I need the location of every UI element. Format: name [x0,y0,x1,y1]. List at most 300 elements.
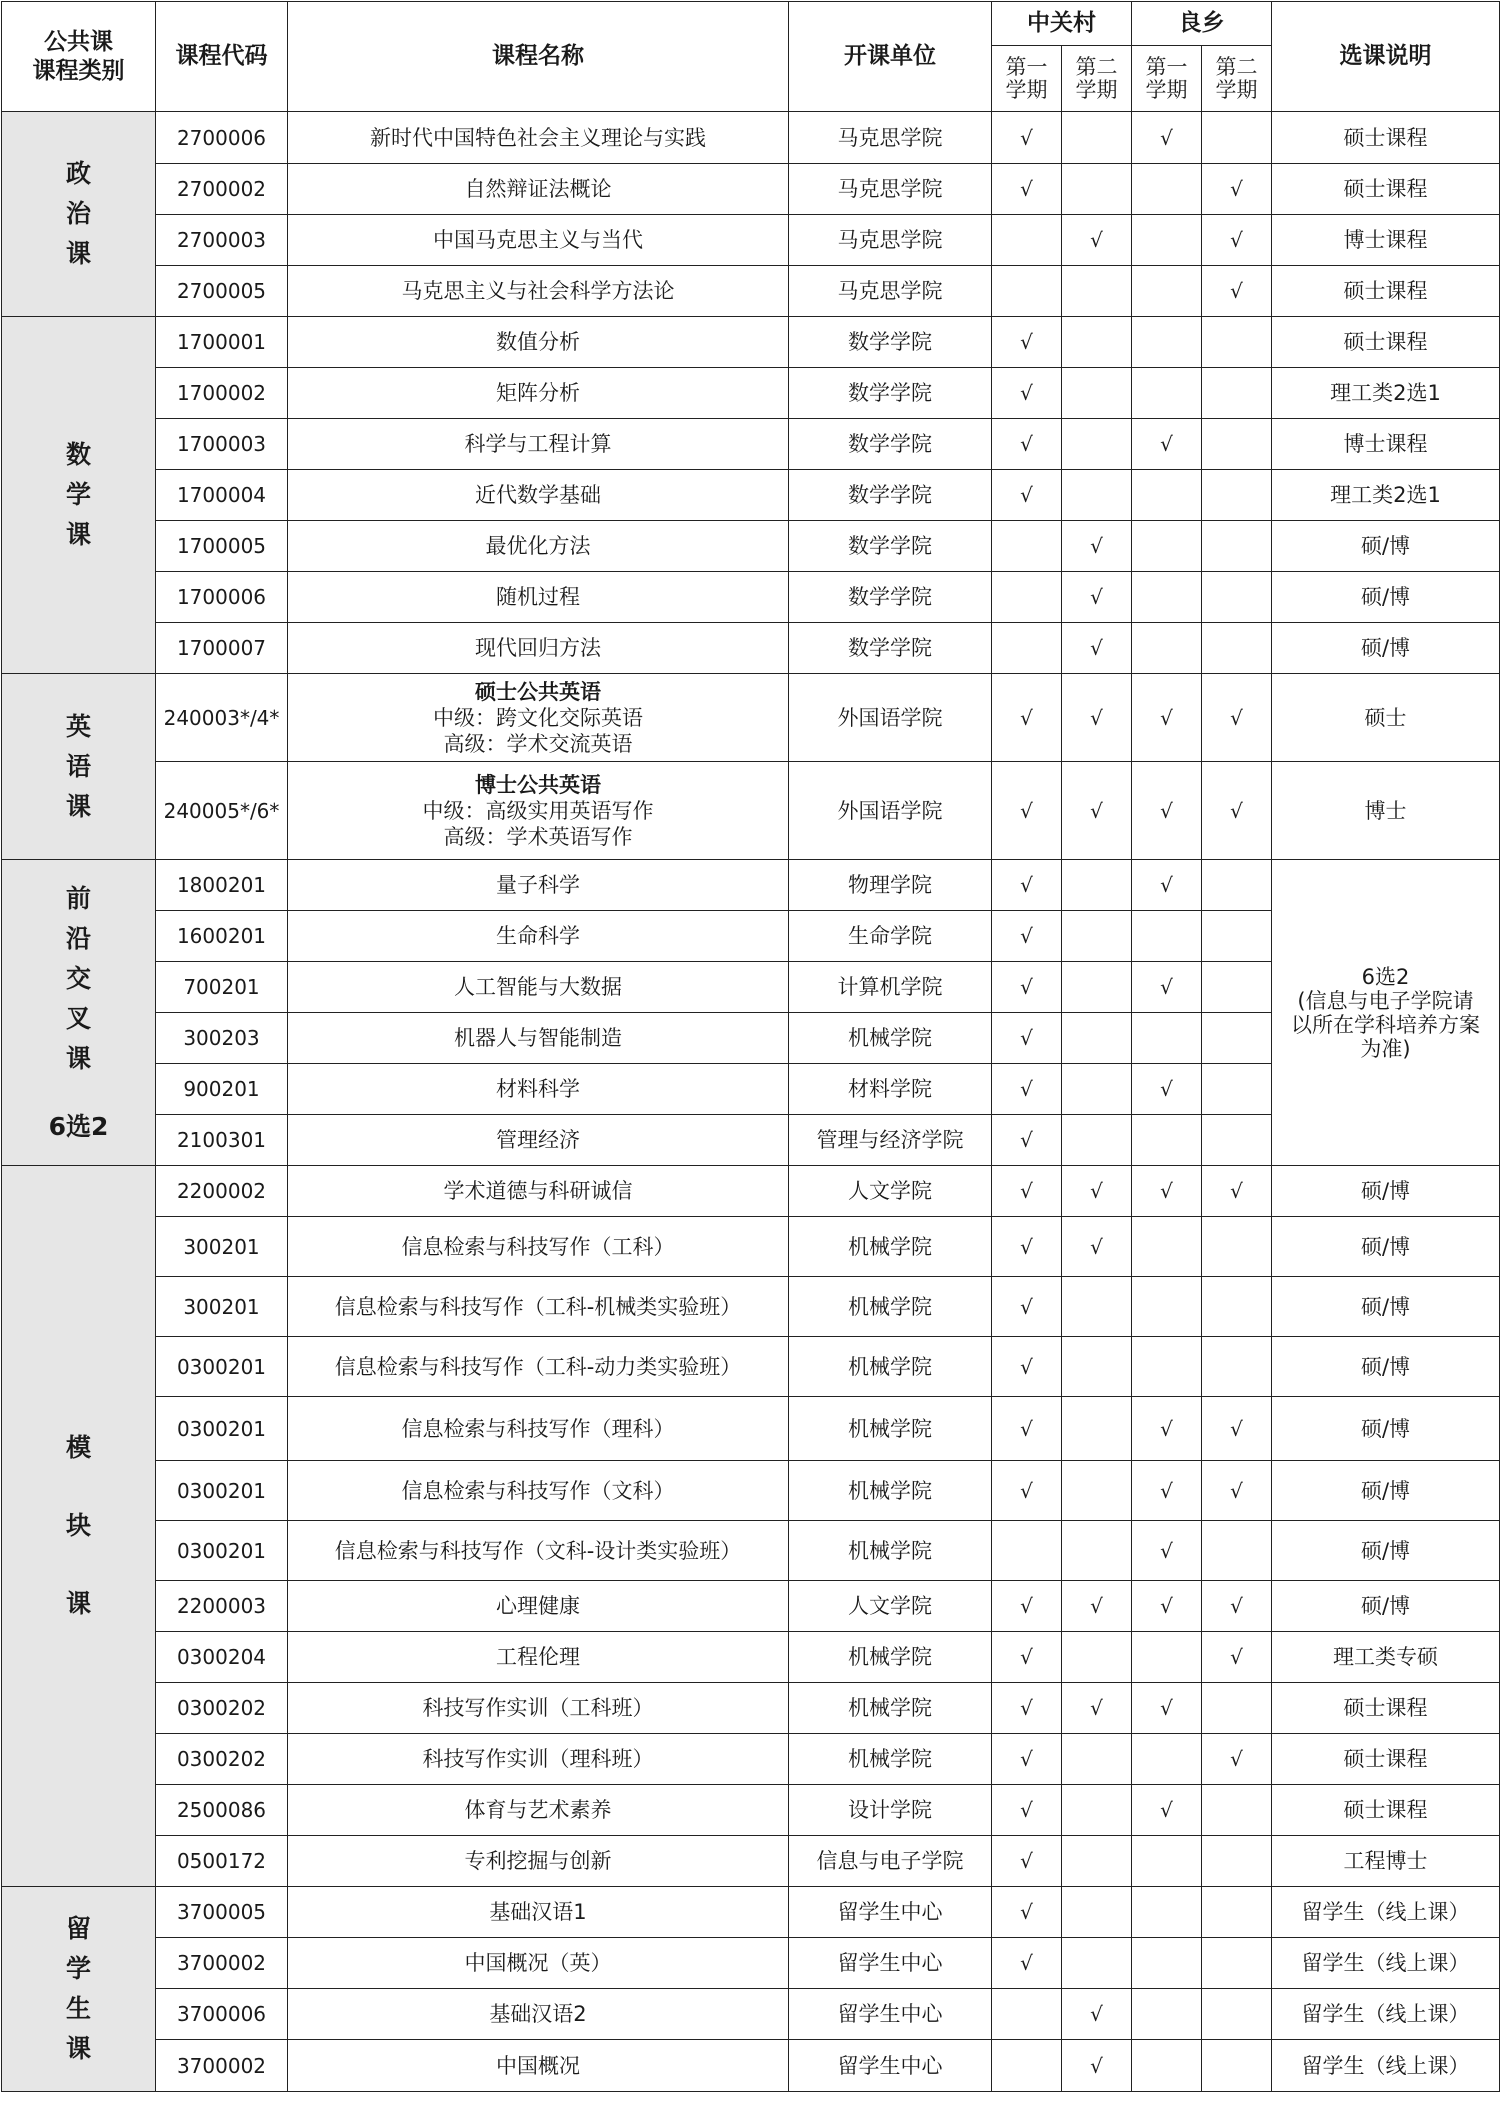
course-unit-cell: 数学学院 [789,521,992,572]
term-mark-lx1 [1132,1989,1202,2040]
course-code-cell: 2700006 [156,112,288,164]
unit-header: 开课单位 [789,2,992,112]
course-name-cell: 近代数学基础 [288,470,789,521]
term-mark-zgc2 [1062,1632,1132,1683]
course-name-cell: 马克思主义与社会科学方法论 [288,266,789,317]
table-row [2,1938,1500,1989]
table-row [2,623,1500,674]
term-mark-zgc2 [1062,1461,1132,1521]
term-mark-zgc2 [1062,911,1132,962]
term-mark-lx2: √ [1202,1734,1272,1785]
table-row [2,1683,1500,1734]
course-name-cell: 生命科学 [288,911,789,962]
course-note-cell: 理工类专硕 [1272,1632,1500,1683]
table-row [2,1521,1500,1581]
course-unit-cell: 机械学院 [789,1277,992,1337]
term-mark-lx1 [1132,1217,1202,1277]
term-mark-lx1 [1132,368,1202,419]
term-mark-zgc1: √ [992,368,1062,419]
course-name-cell: 机器人与智能制造 [288,1013,789,1064]
term-mark-lx2 [1202,962,1272,1013]
category-char: 块 [65,1511,91,1540]
course-name-cell: 人工智能与大数据 [288,962,789,1013]
zgc-term2-header [1062,46,1132,112]
course-table-sheet [1,1,1499,2111]
term-mark-zgc2 [1062,860,1132,911]
course-note-cell: 硕/博 [1272,1166,1500,1217]
term-mark-lx2: √ [1202,215,1272,266]
course-code-cell: 1700003 [156,419,288,470]
term-mark-lx2 [1202,419,1272,470]
term-mark-zgc2 [1062,1785,1132,1836]
term-mark-zgc1: √ [992,1064,1062,1115]
category-char: 学 [65,480,91,509]
course-note-cell: 硕士课程 [1272,1785,1500,1836]
term-mark-lx1: √ [1132,762,1202,860]
term-mark-lx2 [1202,572,1272,623]
term-mark-zgc1: √ [992,1397,1062,1461]
term-mark-lx1: √ [1132,112,1202,164]
category-char: 前 [65,883,91,913]
category-header-line-1: 公共课 [44,28,113,55]
course-note-cell: 留学生（线上课） [1272,1938,1500,1989]
course-note-cell: 硕/博 [1272,572,1500,623]
course-name-cell: 材料科学 [288,1064,789,1115]
course-unit-cell: 留学生中心 [789,1989,992,2040]
term-mark-zgc1: √ [992,860,1062,911]
category-char: 学 [65,1954,91,1983]
term-mark-zgc2 [1062,164,1132,215]
term-mark-zgc1: √ [992,962,1062,1013]
course-note-cell: 硕/博 [1272,1217,1500,1277]
category-module [2,1166,156,1887]
course-code-cell: 0300202 [156,1734,288,1785]
course-unit-cell: 机械学院 [789,1337,992,1397]
course-note-cell: 硕士课程 [1272,266,1500,317]
term-mark-zgc2: √ [1062,215,1132,266]
course-note-cell: 硕士 [1272,674,1500,762]
category-char: 叉 [65,1003,91,1033]
term-mark-lx1 [1132,1115,1202,1166]
course-code-cell: 2700002 [156,164,288,215]
course-code-cell: 0300204 [156,1632,288,1683]
course-note-cell: 工程博士 [1272,1836,1500,1887]
term-mark-zgc1: √ [992,762,1062,860]
table-row [2,1836,1500,1887]
table-row [2,1337,1500,1397]
course-note-cell: 硕/博 [1272,1461,1500,1521]
term-mark-zgc2: √ [1062,1683,1132,1734]
term-mark-zgc1: √ [992,1632,1062,1683]
category-char: 语 [65,751,91,781]
term-label: 第二 [1075,54,1118,79]
course-name-cell: 管理经济 [288,1115,789,1166]
term-mark-lx2 [1202,1887,1272,1938]
table-row [2,317,1500,368]
course-name-cell: 自然辩证法概论 [288,164,789,215]
category-char: 课 [65,791,91,821]
course-code-cell: 1700005 [156,521,288,572]
term-mark-lx1 [1132,1836,1202,1887]
table-row [2,1734,1500,1785]
term-mark-lx2 [1202,1115,1272,1166]
term-label: 学期 [1145,77,1188,102]
term-mark-lx1 [1132,572,1202,623]
category-choice-label: 6选2 [48,1111,109,1141]
term-mark-zgc1: √ [992,1217,1062,1277]
term-mark-lx2: √ [1202,1166,1272,1217]
term-mark-lx2 [1202,1064,1272,1115]
course-note-cell: 硕/博 [1272,1581,1500,1632]
term-mark-lx1 [1132,911,1202,962]
course-unit-cell: 管理与经济学院 [789,1115,992,1166]
name-header: 课程名称 [288,2,789,112]
course-unit-cell: 马克思学院 [789,112,992,164]
term-mark-zgc1: √ [992,317,1062,368]
course-unit-cell: 机械学院 [789,1734,992,1785]
table-row [2,215,1500,266]
table-row [2,1989,1500,2040]
term-mark-lx2 [1202,860,1272,911]
term-mark-zgc2: √ [1062,1166,1132,1217]
course-name-cell: 信息检索与科技写作（工科-动力类实验班） [288,1337,789,1397]
category-char: 课 [65,2034,91,2063]
course-code-cell: 3700002 [156,2040,288,2092]
course-note-cell: 硕/博 [1272,623,1500,674]
term-mark-zgc1: √ [992,470,1062,521]
term-mark-lx1 [1132,1887,1202,1938]
code-header: 课程代码 [156,2,288,112]
term-mark-lx2 [1202,623,1272,674]
term-mark-zgc2 [1062,317,1132,368]
course-note-cell: 硕/博 [1272,1397,1500,1461]
course-name-cell: 工程伦理 [288,1632,789,1683]
term-mark-lx2: √ [1202,266,1272,317]
category-char: 课 [65,1043,91,1073]
course-code-cell: 1700006 [156,572,288,623]
term-mark-lx1 [1132,164,1202,215]
term-mark-zgc1: √ [992,1887,1062,1938]
course-unit-cell: 留学生中心 [789,1938,992,1989]
course-name-cell: 基础汉语2 [288,1989,789,2040]
term-mark-zgc1 [992,521,1062,572]
term-mark-zgc1: √ [992,1683,1062,1734]
course-code-cell: 1600201 [156,911,288,962]
term-mark-zgc1 [992,572,1062,623]
term-mark-zgc1: √ [992,1785,1062,1836]
term-mark-lx2 [1202,2040,1272,2092]
course-note-cell: 理工类2选1 [1272,470,1500,521]
table-row [2,1461,1500,1521]
course-name-cell: 科技写作实训（工科班） [288,1683,789,1734]
course-unit-cell: 人文学院 [789,1166,992,1217]
course-name-cell: 随机过程 [288,572,789,623]
term-mark-lx1 [1132,470,1202,521]
term-mark-lx1: √ [1132,1581,1202,1632]
course-code-cell: 300203 [156,1013,288,1064]
course-code-cell: 240003*/4* [156,674,288,762]
term-mark-zgc2: √ [1062,674,1132,762]
course-name-cell: 中国概况 [288,2040,789,2092]
course-code-cell: 0300201 [156,1521,288,1581]
course-unit-cell: 马克思学院 [789,215,992,266]
course-code-cell: 1700004 [156,470,288,521]
term-mark-lx2: √ [1202,1581,1272,1632]
term-mark-zgc1: √ [992,112,1062,164]
term-mark-zgc1: √ [992,1277,1062,1337]
term-mark-lx2 [1202,1938,1272,1989]
course-note-cell: 硕士课程 [1272,317,1500,368]
course-unit-cell: 机械学院 [789,1013,992,1064]
term-mark-zgc1: √ [992,1013,1062,1064]
table-row [2,762,1500,860]
term-mark-lx1 [1132,1013,1202,1064]
table-row [2,470,1500,521]
term-mark-zgc2 [1062,368,1132,419]
term-mark-zgc2 [1062,419,1132,470]
term-mark-lx2 [1202,470,1272,521]
course-note-cell: 博士 [1272,762,1500,860]
note-header: 选课说明 [1272,2,1500,112]
course-name-cell: 最优化方法 [288,521,789,572]
category-char: 课 [65,1589,91,1618]
course-unit-cell: 人文学院 [789,1581,992,1632]
term-mark-zgc2: √ [1062,572,1132,623]
course-note-cell: 硕/博 [1272,521,1500,572]
course-name-cell: 体育与艺术素养 [288,1785,789,1836]
term-mark-lx1: √ [1132,1397,1202,1461]
term-mark-zgc2: √ [1062,1217,1132,1277]
term-mark-zgc2: √ [1062,1581,1132,1632]
course-name-cell: 信息检索与科技写作（文科-设计类实验班） [288,1521,789,1581]
term-label: 第一 [1005,54,1048,79]
course-code-cell: 3700006 [156,1989,288,2040]
course-note-cell: 留学生（线上课） [1272,1989,1500,2040]
course-code-cell: 1700001 [156,317,288,368]
course-name-cell: 科学与工程计算 [288,419,789,470]
table-row [2,1397,1500,1461]
category-gap [2,1079,155,1107]
frontier-note-line: (信息与电子学院请 [1297,988,1474,1013]
category-header-line-2: 课程类别 [32,57,125,84]
category-intl [2,1887,156,2092]
term-mark-zgc1 [992,215,1062,266]
lx-term1-header [1132,46,1202,112]
category-char: 治 [65,199,91,228]
term-mark-lx2 [1202,1683,1272,1734]
term-mark-lx1 [1132,1632,1202,1683]
term-mark-lx2: √ [1202,674,1272,762]
course-name-cell: 学术道德与科研诚信 [288,1166,789,1217]
term-mark-zgc1: √ [992,1836,1062,1887]
term-mark-lx2: √ [1202,1397,1272,1461]
course-name-cell [288,762,789,860]
category-char: 交 [65,963,91,993]
frontier-note-line: 为准) [1360,1036,1411,1061]
category-char: 沿 [65,923,91,953]
term-mark-lx1 [1132,1337,1202,1397]
course-code-cell: 3700005 [156,1887,288,1938]
course-level-line: 中级：高级实用英语写作 [422,798,654,823]
term-mark-lx2 [1202,1013,1272,1064]
term-mark-lx1: √ [1132,1461,1202,1521]
course-level-line: 中级：跨文化交际英语 [433,705,643,730]
category-english [2,674,156,860]
table-row [2,2040,1500,2092]
term-mark-zgc2: √ [1062,623,1132,674]
course-table [1,1,1500,2092]
term-mark-zgc2 [1062,1836,1132,1887]
course-unit-cell: 机械学院 [789,1632,992,1683]
course-code-cell: 700201 [156,962,288,1013]
category-math [2,317,156,674]
term-mark-zgc1: √ [992,1115,1062,1166]
term-mark-zgc2 [1062,1013,1132,1064]
term-mark-zgc2 [1062,1115,1132,1166]
category-char: 课 [65,520,91,549]
category-frontier [2,860,156,1166]
table-body [2,112,1500,2092]
table-row [2,1785,1500,1836]
course-code-cell: 2100301 [156,1115,288,1166]
term-mark-zgc2: √ [1062,1989,1132,2040]
term-mark-lx2 [1202,1785,1272,1836]
course-unit-cell: 留学生中心 [789,2040,992,2092]
term-label: 第二 [1215,54,1258,79]
category-char: 生 [65,1994,91,2023]
table-row [2,1217,1500,1277]
term-mark-lx1: √ [1132,1166,1202,1217]
course-note-cell: 硕/博 [1272,1277,1500,1337]
term-mark-zgc1: √ [992,1461,1062,1521]
course-unit-cell: 马克思学院 [789,266,992,317]
course-name-cell: 矩阵分析 [288,368,789,419]
table-row [2,860,1500,911]
course-unit-cell: 生命学院 [789,911,992,962]
course-note-cell: 硕/博 [1272,1521,1500,1581]
course-title: 博士公共英语 [475,772,601,797]
term-mark-lx2: √ [1202,164,1272,215]
term-mark-lx2: √ [1202,1632,1272,1683]
table-row [2,674,1500,762]
term-mark-lx1: √ [1132,674,1202,762]
term-mark-zgc2 [1062,1938,1132,1989]
term-label: 第一 [1145,54,1188,79]
table-row [2,266,1500,317]
course-note-cell: 理工类2选1 [1272,368,1500,419]
term-mark-lx2 [1202,1217,1272,1277]
course-note-cell: 硕士课程 [1272,1734,1500,1785]
term-mark-zgc2 [1062,266,1132,317]
table-row [2,164,1500,215]
course-note-cell: 留学生（线上课） [1272,1887,1500,1938]
term-mark-zgc1 [992,2040,1062,2092]
course-code-cell: 2200003 [156,1581,288,1632]
course-note-cell: 硕士课程 [1272,1683,1500,1734]
course-unit-cell: 数学学院 [789,470,992,521]
term-mark-zgc2: √ [1062,762,1132,860]
term-mark-zgc2: √ [1062,2040,1132,2092]
term-mark-zgc2 [1062,1521,1132,1581]
category-header [2,2,156,112]
course-name-cell: 量子科学 [288,860,789,911]
course-code-cell: 300201 [156,1277,288,1337]
term-mark-lx1 [1132,317,1202,368]
course-name-cell: 信息检索与科技写作（文科） [288,1461,789,1521]
term-mark-lx2 [1202,1277,1272,1337]
course-unit-cell: 机械学院 [789,1217,992,1277]
course-code-cell: 3700002 [156,1938,288,1989]
course-unit-cell: 机械学院 [789,1461,992,1521]
table-row [2,1632,1500,1683]
term-mark-lx2 [1202,1836,1272,1887]
course-note-cell: 留学生（线上课） [1272,2040,1500,2092]
frontier-note-cell [1272,860,1500,1166]
course-unit-cell: 外国语学院 [789,762,992,860]
course-name-cell: 心理健康 [288,1581,789,1632]
term-mark-lx1 [1132,623,1202,674]
table-row [2,572,1500,623]
course-unit-cell: 机械学院 [789,1521,992,1581]
course-unit-cell: 数学学院 [789,317,992,368]
campus-liangxiang-header: 良乡 [1132,2,1272,46]
term-mark-lx1 [1132,1277,1202,1337]
category-char: 留 [65,1914,91,1943]
table-row [2,368,1500,419]
course-note-cell: 博士课程 [1272,215,1500,266]
course-code-cell: 1700007 [156,623,288,674]
category-char: 模 [65,1433,91,1462]
term-mark-zgc1: √ [992,1581,1062,1632]
term-mark-zgc1: √ [992,1166,1062,1217]
course-name-cell: 专利挖掘与创新 [288,1836,789,1887]
term-mark-lx2 [1202,521,1272,572]
term-mark-lx2 [1202,911,1272,962]
table-row [2,419,1500,470]
course-name-cell: 信息检索与科技写作（理科） [288,1397,789,1461]
term-mark-zgc1: √ [992,419,1062,470]
table-row [2,1581,1500,1632]
table-row [2,521,1500,572]
term-mark-lx1 [1132,266,1202,317]
course-title: 硕士公共英语 [475,679,601,704]
campus-zhongguancun-header: 中关村 [992,2,1132,46]
term-mark-zgc1 [992,1521,1062,1581]
term-mark-lx2: √ [1202,762,1272,860]
course-note-cell: 硕/博 [1272,1337,1500,1397]
term-mark-zgc1: √ [992,1734,1062,1785]
course-name-cell: 现代回归方法 [288,623,789,674]
course-unit-cell: 机械学院 [789,1397,992,1461]
course-name-cell: 信息检索与科技写作（工科） [288,1217,789,1277]
course-unit-cell: 数学学院 [789,368,992,419]
term-mark-lx1: √ [1132,1521,1202,1581]
category-char: 政 [65,159,91,188]
term-mark-lx1: √ [1132,1785,1202,1836]
term-mark-lx1: √ [1132,1683,1202,1734]
category-char: 英 [65,711,91,741]
term-label: 学期 [1075,77,1118,102]
course-unit-cell: 计算机学院 [789,962,992,1013]
term-mark-lx1: √ [1132,1064,1202,1115]
course-name-cell: 中国概况（英） [288,1938,789,1989]
table-row [2,1277,1500,1337]
course-unit-cell: 数学学院 [789,419,992,470]
category-char: 数 [65,440,91,469]
course-unit-cell: 外国语学院 [789,674,992,762]
course-code-cell: 300201 [156,1217,288,1277]
course-unit-cell: 设计学院 [789,1785,992,1836]
